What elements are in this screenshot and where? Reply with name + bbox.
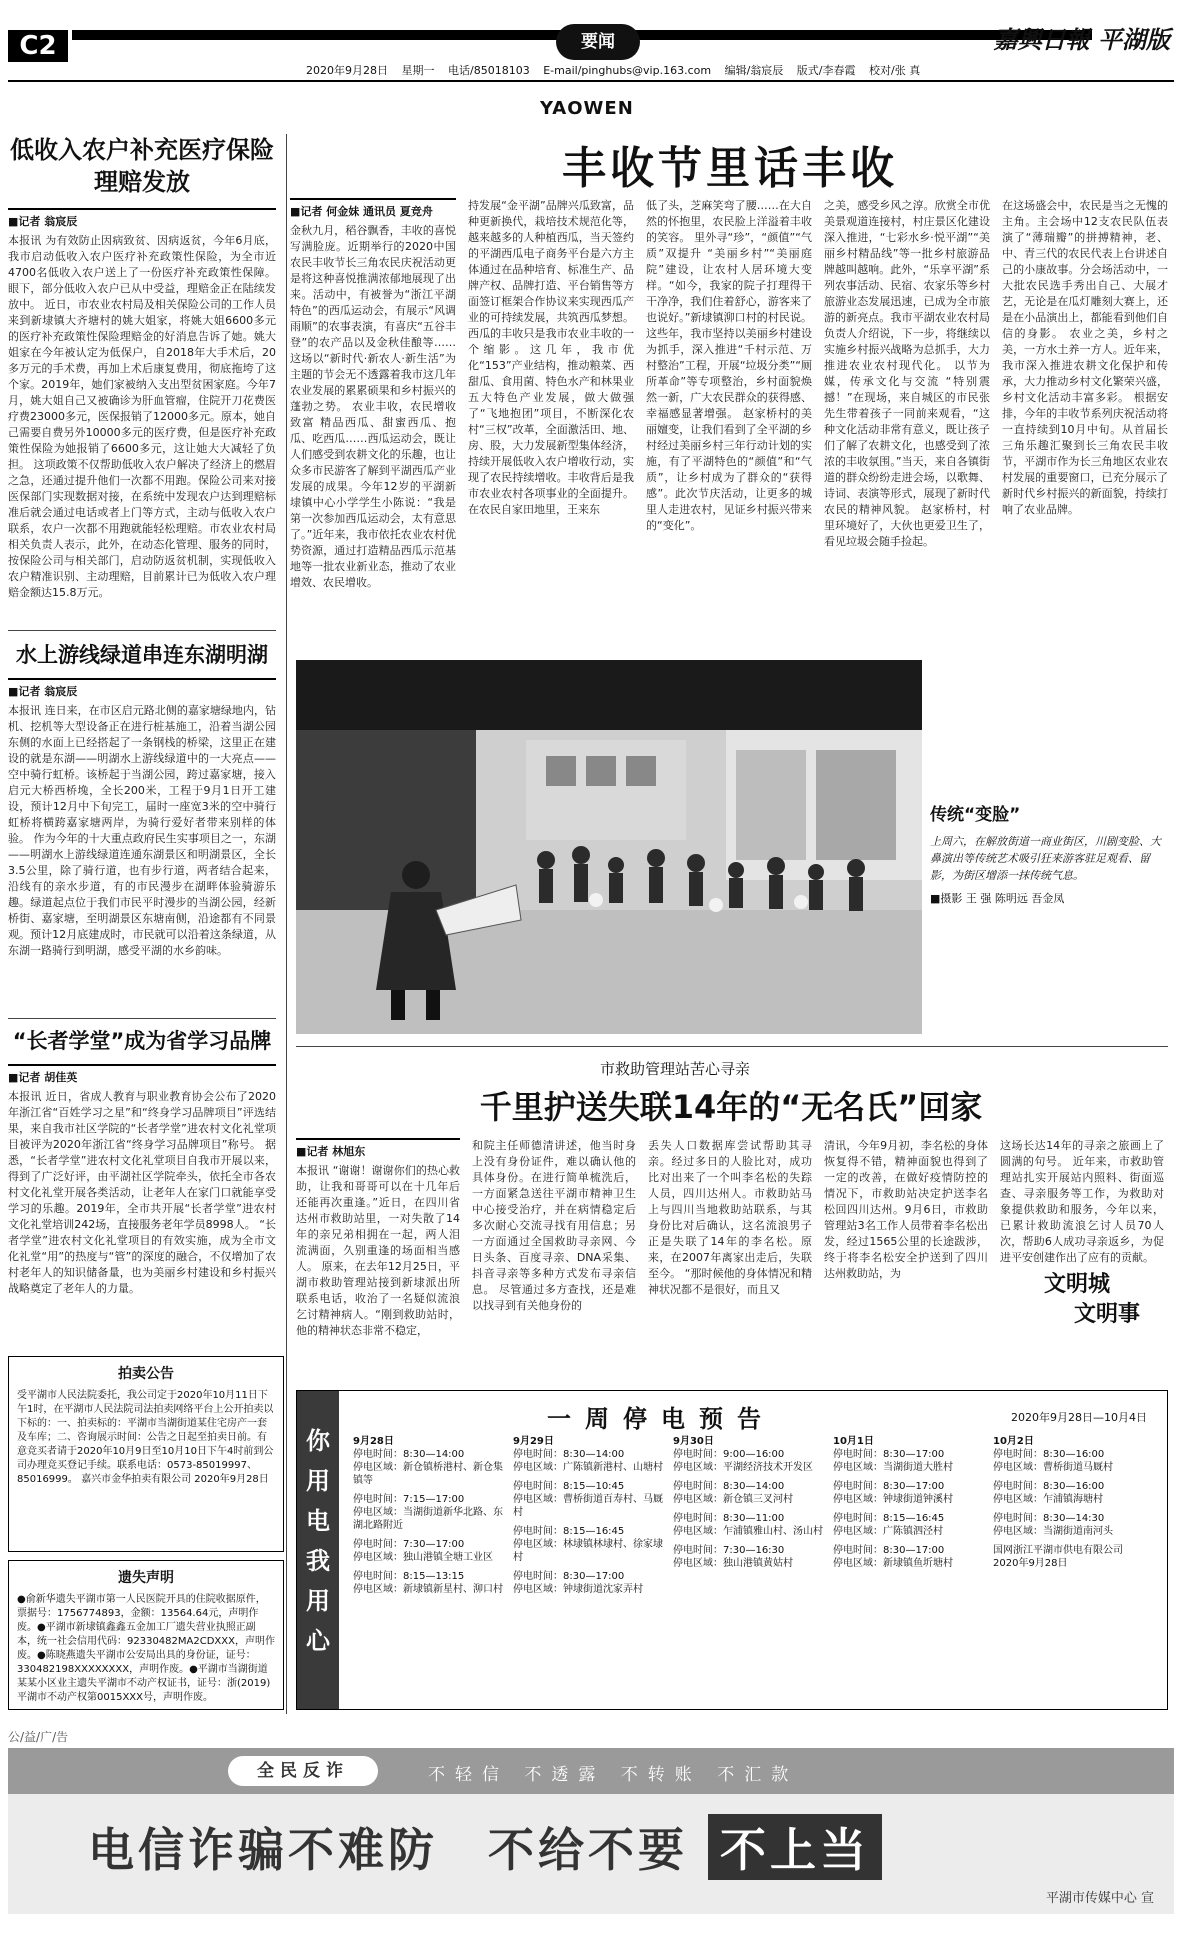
outage-time: 停电时间：8:30—17:00 bbox=[513, 1571, 625, 1582]
outage-entry bbox=[993, 1435, 1145, 1474]
outage-area: 停电区域：曹桥街道马厩村 bbox=[993, 1462, 1113, 1473]
feature-col-1 bbox=[290, 198, 456, 643]
article2-text: 本报讯 “谢谢！谢谢你们的热心救助，让我和哥哥可以在十几年后还能再次重逢。”近日，在四川省达州市救助站里，一对失散了14年的亲兄弟相拥在一起，两人泪流满面，久别重逢的场面相当感人。 原来，在去年12月25日，平湖市救助管理站接到新埭派出所联系电话，收治了一名疑似流浪乞讨精神病人。“刚到救助站时，他的精神状态非常不稳定， bbox=[296, 1164, 460, 1337]
outage-entry bbox=[513, 1525, 665, 1564]
outage-area: 停电区域：钟埭街道钟溪村 bbox=[833, 1494, 953, 1505]
article2-col-4 bbox=[824, 1138, 988, 1364]
column-rule bbox=[286, 134, 287, 1714]
side-char: 你 bbox=[306, 1427, 330, 1455]
outage-col bbox=[673, 1435, 825, 1576]
auction-title: 拍卖公告 bbox=[118, 1366, 174, 1382]
outage-time: 停电时间：8:30—11:00 bbox=[673, 1513, 785, 1524]
article2-title: 千里护送失联14年的“无名氏”回家 bbox=[479, 1088, 983, 1126]
feature-text: 低了头，芝麻笑弯了腰……在大自然的怀抱里，农民脸上洋溢着丰收的笑容。 里外寻“珍”，“颜值”“气质”双提升 “美丽乡村”“美丽庭院”建设，让农村人居环境大变样。“如今，我家的院子打理得干干净净，我们住着舒心，游客来了也说好。”新埭镇泖口村的村民说。这些年，我市坚持以美丽乡村建设为抓手，深入推进“千村示范、万村整治”工程，开展“垃圾分类”“厕所革命”等专项整治，乡村面貌焕然一新，广大农民群众的获得感、幸福感显著增强。 赵家桥村的美丽嬗变，让我们看到了全平湖的乡村经过美丽乡村三年行动计划的实施，有了平湖特色的“颜值”和“气质”，让乡村成为了群众的“获得感”。此次节庆活动，让更多的城里人走进农村，见证乡村振兴带来的“变化”。 bbox=[646, 199, 812, 532]
feature-col-5 bbox=[1002, 198, 1168, 646]
outage-entry bbox=[513, 1480, 665, 1519]
outage-area: 停电区域：独山港镇黄姑村 bbox=[673, 1558, 793, 1569]
outage-time: 停电时间：8:15—13:15 bbox=[353, 1571, 465, 1582]
outage-entry bbox=[353, 1493, 505, 1532]
article2-columns bbox=[296, 1138, 1168, 1368]
loss-title: 遗失声明 bbox=[118, 1570, 174, 1586]
article-byline: ■记者 胡佳英 bbox=[8, 1064, 276, 1085]
outage-entry bbox=[993, 1480, 1145, 1506]
divider bbox=[296, 1046, 1168, 1047]
outage-entry bbox=[513, 1570, 665, 1596]
outage-area: 停电区域：新埭镇鱼圻塘村 bbox=[833, 1558, 953, 1569]
auction-text: 受平湖市人民法院委托，我公司定于2020年10月11日下午1时，在平湖市人民法院司法拍卖网络平台上公开拍卖以下标的：一、拍卖标的：平湖市当湖街道某住宅房产一套及车库；二、咨询展示时间：公告之日起至拍卖日前。有意竞买者请于2020年10月9日至10月10日下午4时前到公司办理竞买登记手续。联系电话：0573-85019997、85016999。 嘉兴市金华拍卖有限公司 2020年9月28日 bbox=[17, 1390, 274, 1485]
outage-area: 停电区域：当湖街道南河头 bbox=[993, 1526, 1113, 1537]
outage-entry bbox=[513, 1435, 665, 1474]
feature-col-2 bbox=[468, 198, 634, 646]
side-char: 用 bbox=[306, 1467, 330, 1495]
outage-time: 停电时间：7:30—17:00 bbox=[353, 1539, 465, 1550]
outage-entry bbox=[673, 1480, 825, 1506]
banner-headline bbox=[88, 1814, 882, 1880]
side-char: 心 bbox=[306, 1627, 330, 1655]
article-body: 本报讯 近日，省成人教育与职业教育协会公布了2020年浙江省“百姓学习之星”和“终身学习品牌项目”评选结果，来自我市社区学院的“长者学堂”进农村文化礼堂项目被评为2020年浙江省“终身学习品牌项目”称号。 据悉，“长者学堂”进农村文化礼堂项目自我市开展以来，得到了广泛好评，由平湖社区学院牵头，依托全市各农村文化礼堂开展各类活动，让老年人在家门口就能享受学习的乐趣。2019年，全市共开展“长者学堂”进农村文化礼堂培训242场，直接服务老年学员8998人。 “长者学堂”进农村文化礼堂项目的有效实施，成为全市文化礼堂“用”的热度与“管”的深度的融合，不仅增加了农村老年人的知识储备量，也为美丽乡村建设和乡村振兴战略奠定了老年人的力量。 bbox=[8, 1090, 276, 1295]
banner-pill: 全民反诈 bbox=[228, 1756, 378, 1786]
loss-notice bbox=[8, 1560, 284, 1710]
meta-phone: 电话/85018103 bbox=[448, 64, 530, 77]
banner-main bbox=[8, 1794, 1174, 1914]
section-english: YAOWEN bbox=[540, 98, 634, 119]
loss-text: ●俞新华遗失平湖市第一人民医院开具的住院收据原件，票据号：1756774893，金额：13564.64元，声明作废。●平湖市新埭镇鑫鑫五金加工厂遗失营业执照正副本，统一社会信用代码：92330482MA2CDXXX，声明作废。●陈晓燕遗失平湖市公安局出具的身份证，证号：330482198XXXXXXXX，声明作废。●平湖市当湖街道某某小区业主遗失平湖市不动产权证书，证号：浙(2019)平湖市不动产权第0015XXX号，声明作废。 bbox=[17, 1594, 275, 1703]
outage-area: 停电区域：乍浦镇雅山村、汤山村 bbox=[673, 1526, 823, 1537]
article-greenway bbox=[8, 640, 276, 1023]
outage-time: 停电时间：8:30—14:00 bbox=[353, 1449, 465, 1460]
news-photo bbox=[296, 660, 922, 1034]
masthead-rule bbox=[8, 80, 1174, 82]
stamp-line-2: 文明事 bbox=[1074, 1302, 1141, 1327]
outage-grid bbox=[353, 1435, 1161, 1701]
feature-byline: ■记者 何金妹 通讯员 夏竞舟 bbox=[290, 198, 456, 219]
outage-time: 停电时间：7:15—17:00 bbox=[353, 1494, 465, 1505]
outage-col bbox=[993, 1435, 1145, 1576]
feature-text: 金秋九月，稻谷飘香，丰收的喜悦写满脸庞。近期举行的2020中国农民丰收节长三角农民庆祝活动更是将这种喜悦推满浓郁地展现了出来。活动中，有被誉为“浙江平湖特色”的西瓜运动会，有展示“风调雨顺”的农事表演，有喜庆“五谷丰登”的农产品以及金秋佳酿等……这场以“新时代·新农人·新生活”为主题的节会无不透露着我市这几年农业发展的累累硕果和乡村振兴的蓬勃之势。 农业丰收，农民增收致富 精品西瓜、甜蜜西瓜、抱瓜、吃西瓜……西瓜运动会，既让人们感受到农耕文化的乐趣，也让众多市民游客了解到平湖西瓜产业发展的成果。今年12岁的平湖新埭镇中心小学学生小陈说：“我是第一次参加西瓜运动会，太有意思了。”近年来，我市依托农业农村优势资源，通过打造精品西瓜示范基地等一批农业新业态，推动了农业增效、农民增收。 bbox=[290, 224, 456, 589]
outage-title: 一周停电预告 bbox=[547, 1405, 775, 1433]
article-body: 本报讯 连日来，在市区启元路北侧的嘉家塘绿地内，钻机、挖机等大型设备正在进行桩基施工，沿着当湖公园东侧的水面上已经搭起了一条钢栈的桥梁，这里正在建设的就是东湖——明湖水上游线绿道中的一大亮点——空中骑行虹桥。该桥起于当湖公园，跨过嘉家塘，接入启元大桥西桥堍，全长200米，工程于9月1日开工建设，预计12月中下旬完工，届时一座宽3米的空中骑行虹桥将横跨嘉家塘两岸，为骑行爱好者带来别样的体验。 作为今年的十大重点政府民生实事项目之一，东湖——明湖水上游线绿道连通东湖景区和明湖景区，全长3.5公里，除了骑行道，也有步行道，两者结合起来，沿线有的亲水步道，有的市民漫步在湖畔体验骑游乐趣。绿道起点位于我们市民平时漫步的当湖公园，经新桥街、嘉家塘，至明湖景区东塘南侧，沿途都有不同景观。预计12月底建成时，市民就可以沿着这条绿道，从东湖一路骑行到明湖，感受平湖的水乡韵味。 bbox=[8, 704, 276, 957]
outage-day: 10月1日 bbox=[833, 1436, 874, 1447]
feature-text: 之美，感受乡风之淳。欣赏全市优美景观道连接村，村庄景区化建设深入推进，“七彩水乡·悦平湖”“美丽乡村精品线”等一批乡村旅游品牌越叫越响。此外，“乐享平湖”系列农事活动、民宿、农家乐等乡村旅游业态发展迅速，已成为全市旅游的新亮点。我市平湖农业农村局负责人介绍说，下一步，将继续以实施乡村振兴战略为总抓手，大力推进农业农村现代化。 以节为媒，传承文化与交流 “特别震撼！”在现场，来自城区的市民张先生带着孩子一同前来观看，“这种文化活动非常有意义，既让孩子们了解了农耕文化，也感受到了浓浓的丰收氛围。”当天，来自各镇街道的群众纷纷走进会场，以歌舞、诗词、表演等形式，展现了新时代农民的精神风貌。 赵家桥村，村里环境好了，大伙也更爱卫生了，看见垃圾会随手捡起。 bbox=[824, 199, 990, 548]
meta-editor: 编辑/翁宸辰 bbox=[724, 64, 784, 77]
page-number: C2 bbox=[8, 30, 68, 62]
outage-entry bbox=[833, 1544, 985, 1570]
outage-area: 停电区域：林埭镇林埭村、徐家埭村 bbox=[513, 1539, 663, 1563]
feature-col-3 bbox=[646, 198, 812, 646]
outage-time: 国网浙江平湖市供电有限公司 bbox=[993, 1545, 1123, 1556]
stamp-line-1: 文明城 bbox=[1044, 1272, 1111, 1297]
outage-time: 停电时间：9:00—16:00 bbox=[673, 1449, 785, 1460]
outage-col bbox=[513, 1435, 665, 1602]
article2-col-5 bbox=[1000, 1138, 1164, 1264]
meta-line bbox=[306, 62, 956, 78]
outage-area: 停电区域：钟埭街道沈家弄村 bbox=[513, 1584, 643, 1595]
outage-day: 9月29日 bbox=[513, 1436, 554, 1447]
article-insurance bbox=[8, 134, 276, 599]
photo-credit: ■摄影 王 强 陈明远 吾金凤 bbox=[930, 892, 1065, 905]
auction-notice bbox=[8, 1356, 284, 1552]
outage-time: 停电时间：8:15—16:45 bbox=[513, 1526, 625, 1537]
outage-entry bbox=[353, 1435, 505, 1487]
article2-text: 清讯，今年9月初，李名松的身体恢复得不错，精神面貌也得到了一定的改善，在做好疫情防控的情况下，市救助站决定护送李名松回四川达州。9月6日，市救助管理站3名工作人员带着李名松出发，经过1565公里的长途跋涉，终于将李名松安全护送到了四川达州救助站，为 bbox=[824, 1139, 988, 1280]
outage-col bbox=[353, 1435, 505, 1602]
article-byline: ■记者 翁宸辰 bbox=[8, 208, 276, 229]
outage-col bbox=[833, 1435, 985, 1576]
photo-illustration bbox=[296, 660, 922, 1034]
outage-entry bbox=[673, 1544, 825, 1570]
outage-time: 停电时间：8:30—16:00 bbox=[993, 1449, 1105, 1460]
section-badge: 要闻 bbox=[556, 24, 640, 60]
article-title: “长者学堂”成为省学习品牌 bbox=[12, 1029, 272, 1053]
article2-kicker: 市救助管理站苦心寻亲 bbox=[600, 1060, 751, 1078]
meta-weekday: 星期一 bbox=[401, 64, 435, 77]
outage-entry bbox=[353, 1538, 505, 1564]
outage-time: 停电时间：8:30—16:00 bbox=[993, 1481, 1105, 1492]
paper-name: 嘉興日報 平湖版 bbox=[993, 25, 1170, 54]
article-body: 本报讯 为有效防止因病致贫、因病返贫，今年6月底，我市启动低收入农户医疗补充政策性保险，为全市近4700名低收入农户送上了一份医疗补充政策性保障。眼下，部分低收入农户已从中受益，理赔金正在陆续发放中。 近日，市农业农村局及相关保险公司的工作人员来到新埭镇大齐塘村的姚大姐家，将姚大姐6600多元的医疗补充政策性保险理赔金的好消息告诉了她。姚大姐家在今年被认定为低保户，自2018年大手术后，20多万元的手术费，再加上术后康复费用，彻底拖垮了这个家。2019年，她们家被纳入支出型贫困家庭。今年7月，姚大姐自己又被确诊为肝血管瘤，住院开刀花费医疗费23000多元，医保报销了12000多元。原本，她自己需要自费另外10000多元的医疗费，但是医疗补充政策性保险为她报销了6600多元，这让她大大减轻了负担。 这项政策不仅帮助低收入农户解决了经济上的燃眉之急，还通过提升他们一次都不用跑。保险公司来对接医保部门实现数据对接，在系统中发现农户达到理赔标准后就会通过电话或者上门等方式，主动与低收入农户联系，农户一次都不用跑就能轻松理赔。市农业农村局相关负责人表示，此外，在动态化管理、服务的同时，按保险公司与相关部门，启动防返贫机制，实现低收入农户精准识别、主动理赔，目前累计已为低收入农户理赔金额达15.8万元。 bbox=[8, 234, 276, 599]
wenming-stamp bbox=[1044, 1270, 1166, 1340]
article2-col-3 bbox=[648, 1138, 812, 1364]
outage-area: 停电区域：广陈镇泗泾村 bbox=[833, 1526, 943, 1537]
article-title: 低收入农户补充医疗保险理赔发放 bbox=[10, 136, 274, 196]
feature-columns bbox=[290, 198, 1170, 650]
outage-entry bbox=[673, 1512, 825, 1538]
outage-time: 停电时间：8:15—16:45 bbox=[833, 1513, 945, 1524]
outage-area: 停电区域：平湖经济技术开发区 bbox=[673, 1462, 813, 1473]
outage-entry bbox=[353, 1570, 505, 1596]
feature-col-4 bbox=[824, 198, 990, 646]
article2-byline: ■记者 林旭东 bbox=[296, 1138, 460, 1159]
divider bbox=[8, 1018, 276, 1019]
outage-area: 停电区域：广陈镇新港村、山塘村 bbox=[513, 1462, 663, 1473]
photo-caption bbox=[930, 800, 1166, 906]
divider bbox=[8, 630, 276, 631]
outage-time: 停电时间：8:30—17:00 bbox=[833, 1481, 945, 1492]
outage-side-slogan bbox=[297, 1391, 339, 1709]
outage-entry bbox=[833, 1480, 985, 1506]
article2-text: 和院主任师德清讲述，他当时身上没有身份证件，难以确认他的具体身份。在进行简单梳洗后，一方面紧急送往平湖市精神卫生中心接受治疗，并在病情稳定后多次耐心交流寻找有用信息；另一方面通过全国救助寻亲网、今日头条、百度寻亲、DNA采集、抖音寻亲等多种方式发布寻亲信息。 尽管通过多方查找，还是难以找寻到有关他身份的 bbox=[472, 1139, 636, 1312]
outage-date-range: 2020年9月28日—10月4日 bbox=[1011, 1411, 1147, 1424]
article2-col-1 bbox=[296, 1138, 460, 1363]
outage-time: 停电时间：8:30—14:00 bbox=[513, 1449, 625, 1460]
banner-text-c: 不上当 bbox=[708, 1814, 882, 1880]
outage-entry bbox=[993, 1544, 1145, 1570]
caption-text: 上周六，在解放街道一商业街区，川剧变脸、大鼻演出等传统艺术吸引狂来游客驻足观看、留影，为街区增添一抹传统气息。 bbox=[930, 835, 1161, 882]
outage-area: 停电区域：当湖街道新华北路、东湖北路附近 bbox=[353, 1507, 503, 1531]
outage-area: 停电区域：新仓镇桥港村、新仓集镇等 bbox=[353, 1462, 503, 1486]
outage-area: 停电区域：当湖街道大胜村 bbox=[833, 1462, 953, 1473]
side-char: 电 bbox=[306, 1507, 330, 1535]
meta-date: 2020年9月28日 bbox=[306, 64, 388, 77]
banner-text-a: 电信诈骗不难防 bbox=[88, 1823, 438, 1877]
banner-slogan: 不轻信 不透露 不转账 不汇款 bbox=[428, 1765, 799, 1785]
outage-area: 停电区域：新仓镇三叉河村 bbox=[673, 1494, 793, 1505]
side-char: 我 bbox=[306, 1547, 330, 1575]
article2-text: 这场长达14年的寻亲之旅画上了圆满的句号。 近年来，市救助管理站扎实开展站内照料、街面巡查、寻亲服务等工作，为救助对象提供救助和服务，今年以来，已累计救助流浪乞讨人员70人次，帮助6人成功寻亲返乡，为促进平安创建作出了应有的贡献。 bbox=[1000, 1139, 1164, 1264]
meta-proof: 校对/张 真 bbox=[869, 64, 921, 77]
banner-text-b: 不给不要 bbox=[488, 1823, 689, 1877]
outage-area: 停电区域：曹桥街道百寿村、马厩村 bbox=[513, 1494, 663, 1518]
outage-entry bbox=[833, 1435, 985, 1474]
outage-area: 2020年9月28日 bbox=[993, 1558, 1068, 1569]
caption-title: 传统“变脸” bbox=[930, 805, 1021, 825]
outage-time: 停电时间：8:30—14:30 bbox=[993, 1513, 1105, 1524]
side-char: 用 bbox=[306, 1587, 330, 1615]
outage-entry bbox=[993, 1512, 1145, 1538]
outage-time: 停电时间：8:30—17:00 bbox=[833, 1545, 945, 1556]
outage-entry bbox=[673, 1435, 825, 1474]
outage-day: 9月28日 bbox=[353, 1436, 394, 1447]
banner-org: 平湖市传媒中心 宣 bbox=[1045, 1891, 1154, 1906]
article2-text: 丢失人口数据库尝试帮助其寻亲。经过多日的人脸比对，成功比对出来了一个叫李名松的失踪人员，四川达州人。市救助站马上与四川当地救助站联系，与其身份比对后确认，这名流浪男子正是失联了14年的李名松。原来，在2007年离家出走后，失联至今。 “那时候他的身体情况和精神状况都不是很好，而且又 bbox=[648, 1139, 812, 1296]
banner-top bbox=[8, 1748, 1174, 1794]
article-title: 水上游线绿道串连东湖明湖 bbox=[16, 643, 268, 667]
feature-text: 在这场盛会中，农民是当之无愧的主角。主会场中12支农民队伍表演了“薄瑞瓣”的拼搏精神，老、中、青三代的农民代表上台讲述自己的小康故事。分会场活动中，一大批农民选手秀出自己、大展才艺，无论是在瓜灯雕刻大赛上，还是在小品演出上，都能看到他们自信的身影。 农业之美，乡村之美，一方水土养一方人。近年来，我市深入推进农耕文化保护和传承，大力推动乡村文化繁荣兴盛，乡村文化活动丰富多彩。 根据安排，今年的丰收节系列庆祝活动将一直持续到10月中旬。从首届长三角乐趣汇聚到长三角农民丰收节，平湖市作为长三角地区农业农村发展的重要窗口，已充分展示了新时代乡村振兴的新面貌，持续打响了农业品牌。 bbox=[1002, 199, 1168, 516]
feature-text: 持发展“金平湖”品牌兴瓜致富，品种更新换代，栽培技术规范化等，越来越多的人种植西瓜，当天签约的平湖西瓜电子商务平台是六方主体通过在品种培育、标准生产、品牌产权、品牌打造、平台销售等方面签订框架合作协议来实现西瓜产业的可持续发展，共筑西瓜梦想。 西瓜的丰收只是我市农业丰收的一个缩影。这几年，我市优化“153”产业结构，推动粮菜、西甜瓜、食用菌、特色水产和林果业五大特色产业发展，做大做强了“飞地抱团”项目，不断深化农村“三权”改革，全面激活田、地、房、股，大力发展新型集体经济，持续开展低收入农户增收行动，实现了农民持续增收。丰收背后是我市农业农村各项事业的全面提升。在农民自家田地里，王来东 bbox=[468, 199, 634, 516]
outage-area: 停电区域：乍浦镇海塘村 bbox=[993, 1494, 1103, 1505]
outage-day: 9月30日 bbox=[673, 1436, 714, 1447]
outage-time: 停电时间：8:30—17:00 bbox=[833, 1449, 945, 1460]
public-ad-label: 公/益/广/告 bbox=[8, 1730, 69, 1744]
power-outage-notice bbox=[296, 1390, 1168, 1710]
meta-layout: 版式/李春霞 bbox=[796, 64, 856, 77]
outage-day: 10月2日 bbox=[993, 1436, 1034, 1447]
outage-entry bbox=[833, 1512, 985, 1538]
outage-time: 停电时间：8:30—14:00 bbox=[673, 1481, 785, 1492]
outage-time: 停电时间：8:15—10:45 bbox=[513, 1481, 625, 1492]
outage-area: 停电区域：独山港镇全塘工业区 bbox=[353, 1552, 493, 1563]
article-elder-school bbox=[8, 1026, 276, 1325]
feature-headline: 丰收节里话丰收 bbox=[562, 143, 898, 194]
outage-time: 停电时间：7:30—16:30 bbox=[673, 1545, 785, 1556]
article2-col-2 bbox=[472, 1138, 636, 1364]
outage-area: 停电区域：新埭镇新星村、泖口村 bbox=[353, 1584, 503, 1595]
article-byline: ■记者 翁宸辰 bbox=[8, 678, 276, 699]
meta-email: E-mail/pinghubs@vip.163.com bbox=[543, 64, 712, 77]
